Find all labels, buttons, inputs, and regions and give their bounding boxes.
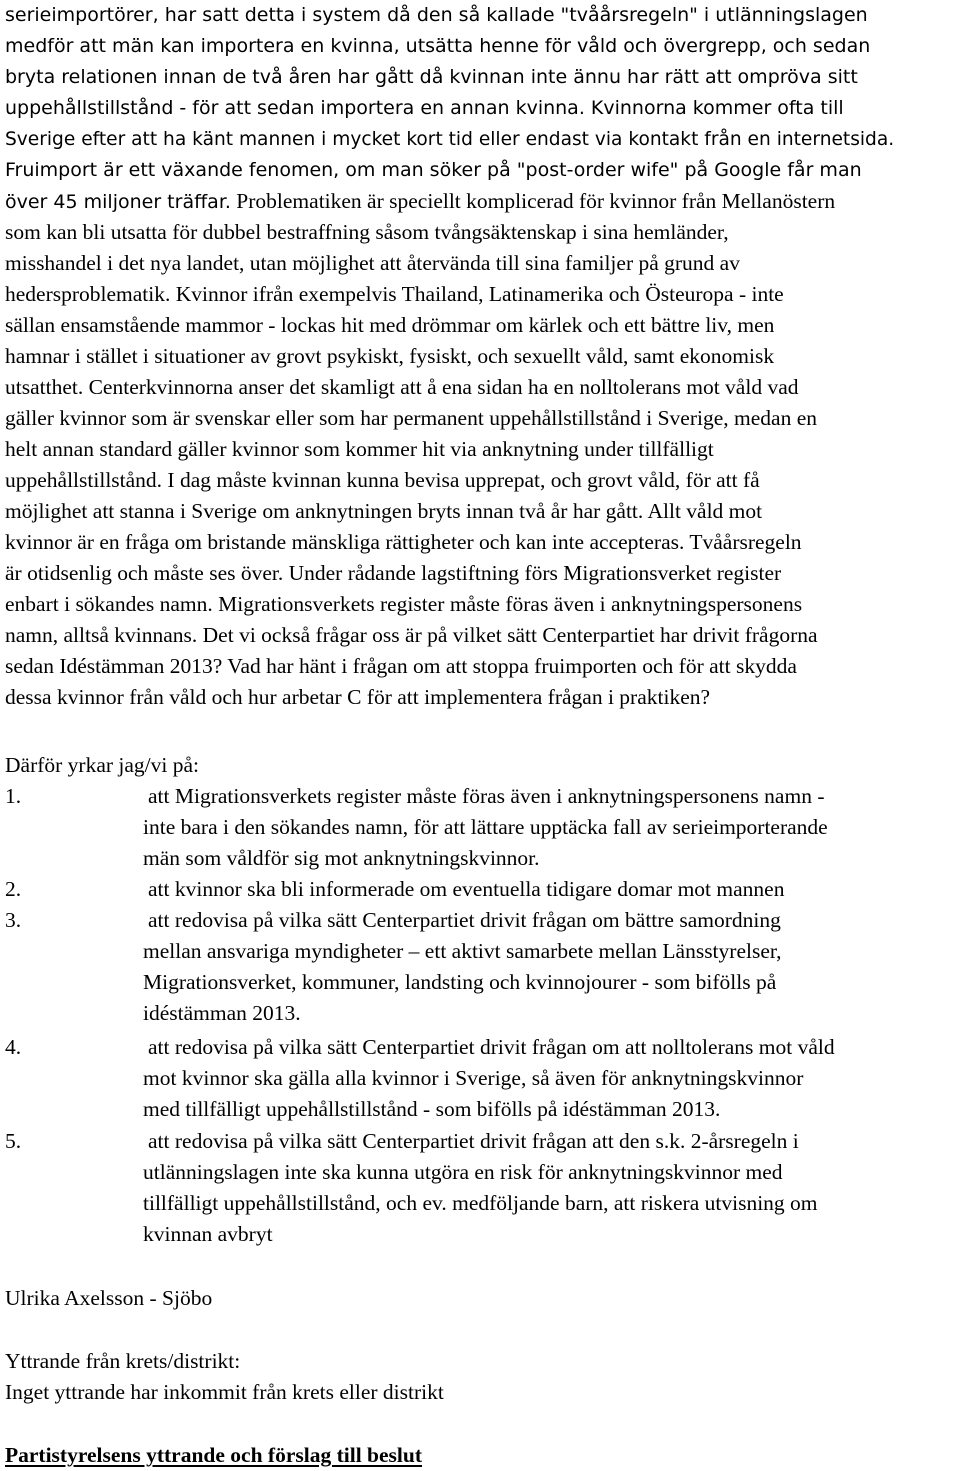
body-line: utsatthet. Centerkvinnorna anser det skamligt att å ena sidan ha en nolltolerans mot våld vad: [5, 375, 799, 399]
statement-label: Yttrande från krets/distrikt:: [5, 1349, 241, 1373]
body-line: som kan bli utsatta för dubbel bestraffning såsom tvångsäktenskap i sina hemländer,: [5, 220, 729, 244]
body-line: medför att män kan importera en kvinna, utsätta henne för våld och övergrepp, och sedan: [5, 35, 871, 57]
demand-line: utlänningslagen inte ska kunna utgöra en risk för anknytningskvinnor med: [143, 1160, 783, 1184]
body-line: enbart i sökandes namn. Migrationsverkets register måste föras även i anknytningspersonens: [5, 592, 803, 616]
body-line-serif-part: Problematiken är speciellt komplicerad för kvinnor från Mellanöstern: [230, 189, 836, 213]
demand-number: 4.: [5, 1035, 22, 1059]
demand-line: män som våldför sig mot anknytningskvinnor.: [143, 846, 540, 870]
body-line: helt annan standard gäller kvinnor som kommer hit via anknytning under tillfälligt: [5, 437, 714, 461]
body-line: hedersproblematik. Kvinnor ifrån exempelvis Thailand, Latinamerika och Östeuropa - inte: [5, 282, 784, 306]
body-line-sans-part: över 45 miljoner träffar.: [5, 191, 231, 213]
body-line: dessa kvinnor från våld och hur arbetar C för att implementera frågan i praktiken?: [5, 685, 711, 709]
demand-line: att redovisa på vilka sätt Centerpartiet drivit frågan om att nolltolerans mot våld: [148, 1035, 835, 1059]
demand-number: 2.: [5, 877, 22, 901]
demand-line: inte bara i den sökandes namn, för att lättare upptäcka fall av serieimporterande: [143, 815, 828, 839]
demand-line: tillfälligt uppehållstillstånd, och ev. medföljande barn, att riskera utvisning om: [143, 1191, 818, 1215]
body-line: möjlighet att stanna i Sverige om anknytningen bryts innan två år har gått. Allt våld mot: [5, 499, 763, 523]
demand-line: Migrationsverket, kommuner, landsting och kvinnojourer - som bifölls på: [143, 970, 777, 994]
body-line: bryta relationen innan de två åren har gått då kvinnan inte ännu har rätt att ompröva sitt: [5, 66, 858, 88]
board-heading: Partistyrelsens yttrande och förslag till beslut: [5, 1443, 423, 1467]
body-line: uppehållstillstånd - för att sedan importera en annan kvinna. Kvinnorna kommer ofta till: [5, 97, 844, 119]
body-line: sedan Idéstämman 2013? Vad har hänt i frågan om att stoppa fruimporten och för att skydda: [5, 654, 797, 678]
author-signature: Ulrika Axelsson - Sjöbo: [5, 1286, 213, 1310]
demand-line: mellan ansvariga myndigheter – ett aktivt samarbete mellan Länsstyrelser,: [143, 939, 782, 963]
demand-line: att Migrationsverkets register måste föras även i anknytningspersonens namn -: [148, 784, 825, 808]
demand-line: med tillfälligt uppehållstillstånd - som bifölls på idéstämman 2013.: [143, 1097, 721, 1121]
body-line: kvinnor är en fråga om bristande mänskliga rättigheter och kan inte accepteras. Tvåårsregeln: [5, 530, 802, 554]
demand-line: idéstämman 2013.: [143, 1001, 301, 1025]
demand-line: kvinnan avbryt: [143, 1222, 273, 1246]
body-line: serieimportörer, har satt detta i system då den så kallade "tvåårsregeln" i utlänningslagen: [5, 4, 868, 26]
body-line: uppehållstillstånd. I dag måste kvinnan kunna bevisa upprepat, och grovt våld, för att få: [5, 468, 760, 492]
demand-line: att redovisa på vilka sätt Centerpartiet drivit frågan om bättre samordning: [148, 908, 781, 932]
body-line: hamnar i stället i situationer av grovt psykiskt, fysiskt, och sexuellt våld, samt ekonomisk: [5, 344, 775, 368]
body-line: namn, alltså kvinnans. Det vi också frågar oss är på vilket sätt Centerpartiet har drivit frågorna: [5, 623, 818, 647]
demand-number: 3.: [5, 908, 22, 932]
demand-number: 5.: [5, 1129, 22, 1153]
body-line: sällan ensamstående mammor - lockas hit med drömmar om kärlek och ett bättre liv, men: [5, 313, 775, 337]
body-line: är otidsenlig och måste ses över. Under rådande lagstiftning förs Migrationsverket register: [5, 561, 782, 585]
demand-line: att redovisa på vilka sätt Centerpartiet drivit frågan att den s.k. 2-årsregeln i: [148, 1129, 799, 1153]
body-line: [5, 186, 835, 218]
statement-text: Inget yttrande har inkommit från krets eller distrikt: [5, 1380, 444, 1404]
body-line: Fruimport är ett växande fenomen, om man söker på "post-order wife" på Google får man: [5, 159, 862, 181]
demand-line: att kvinnor ska bli informerade om eventuella tidigare domar mot mannen: [148, 877, 785, 901]
demands-intro: Därför yrkar jag/vi på:: [5, 753, 200, 777]
demand-line: mot kvinnor ska gälla alla kvinnor i Sverige, så även för anknytningskvinnor: [143, 1066, 804, 1090]
body-line: Sverige efter att ha känt mannen i mycket kort tid eller endast via kontakt från en internetsida.: [5, 129, 895, 150]
body-line: gäller kvinnor som är svenskar eller som har permanent uppehållstillstånd i Sverige, medan en: [5, 406, 817, 430]
demand-number: 1.: [5, 784, 22, 808]
body-line: misshandel i det nya landet, utan möjlighet att återvända till sina familjer på grund av: [5, 251, 740, 275]
